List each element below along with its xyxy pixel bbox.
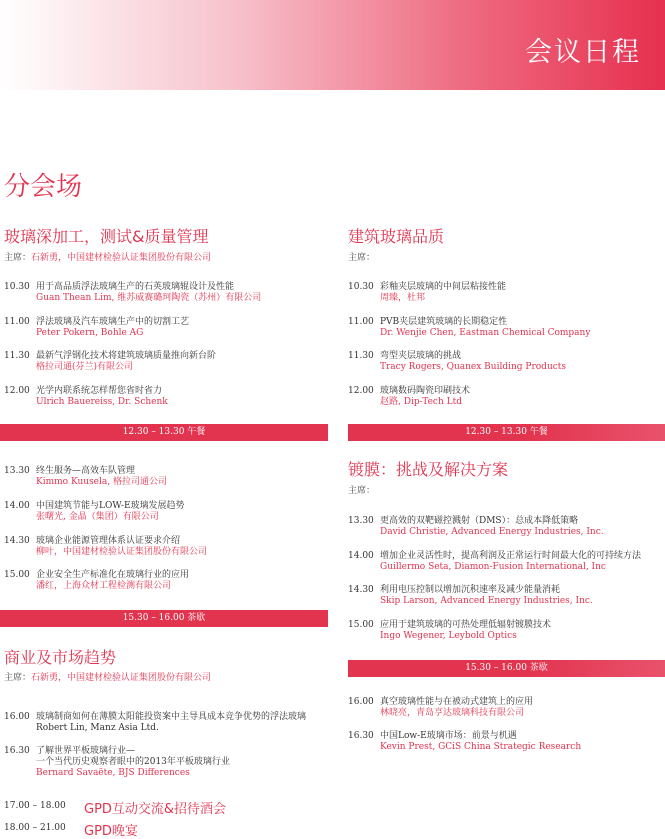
session-title: 浮法玻璃及汽车玻璃生产中的切割工艺 bbox=[36, 317, 190, 327]
session-title: 增加企业灵活性时，提高利润及正常运行时间最大化的可持续方法 bbox=[380, 551, 642, 561]
session-time: 11.00 bbox=[4, 317, 30, 327]
lunch-break-bar: 12.30 – 13.30 午餐 bbox=[348, 424, 665, 441]
session-time: 13.30 bbox=[4, 466, 30, 476]
session-speaker: 张曙光, 金晶（集团）有限公司 bbox=[36, 512, 159, 522]
tea-break-bar: 15.30 – 16.00 茶歇 bbox=[0, 610, 328, 627]
chair-label: 主席： bbox=[348, 253, 376, 263]
session-time: 14.00 bbox=[4, 501, 30, 511]
session-title: 更高效的双靶磁控溅射（DMS）：总成本降低策略 bbox=[380, 516, 579, 526]
tea-break-bar: 15.30 – 16.00 茶歇 bbox=[348, 660, 665, 677]
session-title: 玻璃数码陶瓷印刷技术 bbox=[380, 386, 471, 396]
session-time: 12.00 bbox=[4, 386, 30, 396]
session-speaker: 格拉司通(芬兰)有限公司 bbox=[36, 362, 134, 372]
session-speaker: 柳叶，中国建材检验认证集团股份有限公司 bbox=[36, 547, 208, 557]
session-title: 企业安全生产标准化在玻璃行业的应用 bbox=[36, 570, 190, 580]
session-speaker: 林晓亮，青岛亨达玻璃科技有限公司 bbox=[380, 708, 525, 718]
event-time: 18.00 – 21.00 bbox=[4, 823, 66, 833]
session-title: 了解世界平板玻璃行业— bbox=[36, 746, 136, 756]
session-time: 14.30 bbox=[348, 585, 374, 595]
session-title: 用于高品质浮法玻璃生产的石英玻璃辊设计及性能 bbox=[36, 282, 235, 292]
session-time: 10.30 bbox=[4, 282, 30, 292]
chair-label: 主席： bbox=[4, 673, 32, 683]
session-speaker: Ingo Wegener, Leybold Optics bbox=[380, 631, 517, 641]
session-speaker: 潘红，上海众材工程检测有限公司 bbox=[36, 581, 172, 591]
session-speaker: Guillermo Seta, Diamon-Fusion International, Inc bbox=[380, 562, 606, 572]
session-title: 彩釉夹层玻璃的中间层粘接性能 bbox=[380, 282, 507, 292]
page-title: 分会场 bbox=[4, 172, 83, 202]
session-speaker: Tracy Rogers, Quanex Building Products bbox=[380, 362, 567, 372]
session-time: 11.30 bbox=[4, 351, 30, 361]
session-time: 16.30 bbox=[348, 731, 374, 741]
header-title: 会议日程 bbox=[525, 37, 641, 68]
session-speaker: David Christie, Advanced Energy Industries, Inc. bbox=[380, 527, 604, 537]
session-title: 最新气浮钢化技术将建筑玻璃质量推向新台阶 bbox=[36, 351, 217, 361]
session-speaker: Kevin Prest, GCiS China Strategic Research bbox=[380, 742, 582, 752]
session-title: 终生服务—高效车队管理 bbox=[36, 466, 136, 476]
session-title: 光学内联系统怎样帮您省时省力 bbox=[36, 386, 163, 396]
session-title: 玻璃制商如何在薄膜太阳能投资案中主导具成本竞争优势的浮法玻璃 bbox=[36, 712, 307, 722]
session-time: 16.00 bbox=[4, 712, 30, 722]
session-time: 12.00 bbox=[348, 386, 374, 396]
chair-label: 主席： bbox=[4, 253, 32, 263]
section-chair bbox=[348, 483, 375, 496]
lunch-break-bar: 12.30 – 13.30 午餐 bbox=[0, 424, 328, 441]
section-chair bbox=[4, 670, 211, 683]
session-time: 15.00 bbox=[348, 620, 374, 630]
session-title: 利用电压控制以增加沉积速率及减少能量消耗 bbox=[380, 585, 561, 595]
session-speaker: 赵路, Dip-Tech Ltd bbox=[380, 397, 462, 407]
chair-label: 主席： bbox=[348, 486, 376, 496]
session-time: 16.30 bbox=[4, 746, 30, 756]
session-time: 16.00 bbox=[348, 697, 374, 707]
session-title: 玻璃企业能源管理体系认证要求介绍 bbox=[36, 536, 181, 546]
event-time: 17.00 – 18.00 bbox=[4, 801, 66, 811]
session-time: 15.00 bbox=[4, 570, 30, 580]
session-speaker: Guan Thean Lim, 维苏威赛璐珂陶瓷（苏州）有限公司 bbox=[36, 293, 262, 303]
session-speaker: Dr. Wenjie Chen, Eastman Chemical Company bbox=[380, 328, 591, 338]
session-time: 10.30 bbox=[348, 282, 374, 292]
session-title-line2: 一个当代历史观察者眼中的2013年平板玻璃行业 bbox=[36, 757, 230, 767]
session-title: 应用于建筑玻璃的可热处理低辐射镀膜技术 bbox=[380, 620, 552, 630]
session-title: 真空玻璃性能与在被动式建筑上的应用 bbox=[380, 697, 534, 707]
session-time: 13.30 bbox=[348, 516, 374, 526]
header-banner bbox=[0, 0, 665, 90]
section-title-architectural: 建筑玻璃品质 bbox=[348, 227, 445, 246]
session-time: 14.30 bbox=[4, 536, 30, 546]
section-title-business: 商业及市场趋势 bbox=[4, 648, 117, 667]
session-title: PVB夹层建筑玻璃的长期稳定性 bbox=[380, 317, 508, 327]
session-speaker: Ulrich Bauereiss, Dr. Schenk bbox=[36, 397, 168, 407]
session-title: 弯型夹层玻璃的挑战 bbox=[380, 351, 462, 361]
section-chair bbox=[348, 250, 375, 263]
session-title: 中国Low-E玻璃市场：前景与机遇 bbox=[380, 731, 517, 741]
session-time: 14.00 bbox=[348, 551, 374, 561]
session-speaker: Kimmo Kuusela, 格拉司通公司 bbox=[36, 477, 167, 487]
session-speaker: 周臻，杜邦 bbox=[380, 293, 426, 303]
session-title: 中国建筑节能与LOW-E玻璃发展趋势 bbox=[36, 501, 185, 511]
event-label: GPD互动交流&招待酒会 bbox=[84, 802, 227, 817]
session-time: 11.30 bbox=[348, 351, 374, 361]
chair-name: 石新勇，中国建材检验认证集团股份有限公司 bbox=[31, 673, 212, 683]
event-label: GPD晚宴 bbox=[84, 824, 138, 839]
chair-name: 石新勇，中国建材检验认证集团股份有限公司 bbox=[31, 253, 212, 263]
session-speaker: Skip Larson, Advanced Energy Industries, Inc. bbox=[380, 596, 593, 606]
session-speaker: Peter Pokern, Bohle AG bbox=[36, 328, 144, 338]
session-speaker: Bernard Savaëte, BJS Differences bbox=[36, 768, 190, 778]
session-time: 11.00 bbox=[348, 317, 374, 327]
section-chair bbox=[4, 250, 211, 263]
section-title-coating: 镀膜：挑战及解决方案 bbox=[348, 460, 509, 479]
section-title-processing: 玻璃深加工，测试&质量管理 bbox=[4, 227, 209, 246]
session-speaker: Robert Lin, Manz Asia Ltd. bbox=[36, 723, 159, 733]
